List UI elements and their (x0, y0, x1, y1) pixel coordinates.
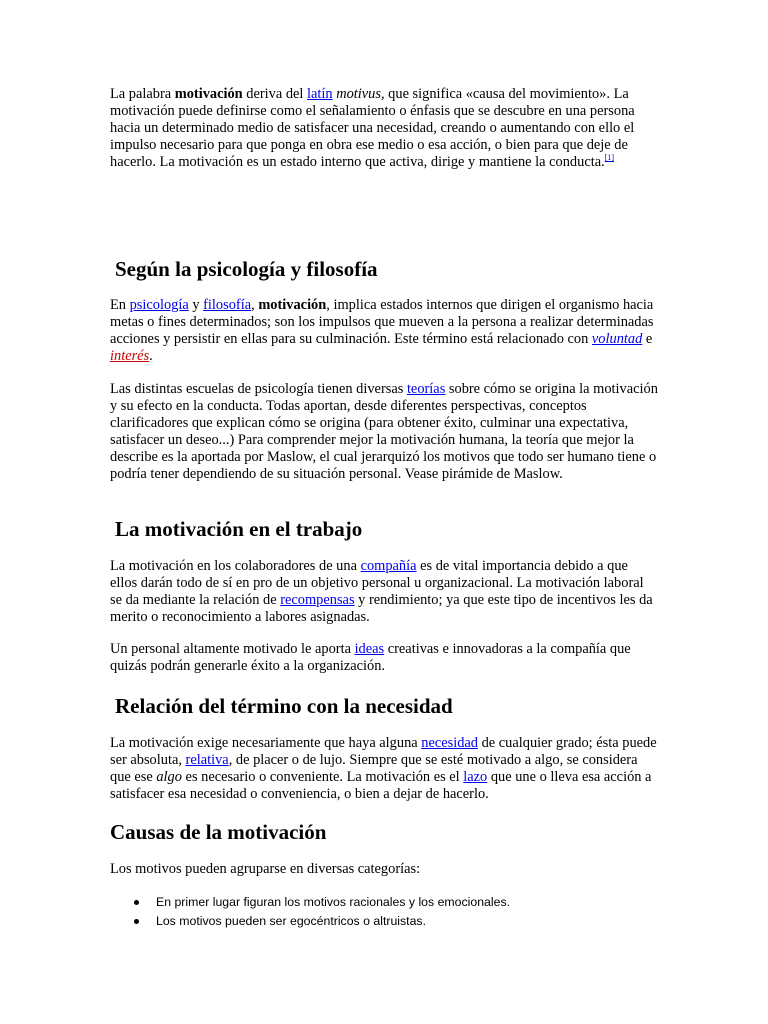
text: es de vital importancia debido a que ellos darán todo de sí en pro de un objetivo personal u organizacional. La motivación laboral se da mediante la relación de (110, 558, 644, 608)
link-latin[interactable]: latín (307, 86, 333, 102)
text: deriva del (242, 86, 308, 102)
list-item-text: En primer lugar figuran los motivos racionales y los emocionales. (156, 895, 511, 909)
causas-bullet-list (130, 893, 510, 930)
text: La palabra (110, 86, 175, 102)
text: La motivación en los colaboradores de una (110, 558, 361, 574)
causas-paragraph: Los motivos pueden agruparse en diversas categorías: (110, 861, 421, 877)
text: , implica estados internos que dirigen el organismo hacia metas o fines determinados; son los impulsos que mueven a la persona a realizar determinadas acciones y persistir en ellas para su culminación. Este término está relacionado con (110, 297, 654, 347)
text: , de placer o de lujo. Siempre que se esté motivado a algo, se considera que ese (110, 751, 638, 785)
italic-term: motivus (336, 86, 381, 102)
reference-link[interactable]: [1] (604, 152, 615, 162)
text: En (110, 297, 130, 313)
bullet-icon (134, 900, 139, 905)
link-interes[interactable]: interés (110, 347, 150, 364)
bold-term: motivación (258, 297, 327, 313)
link-necesidad[interactable]: necesidad (421, 735, 478, 751)
link-lazo[interactable]: lazo (463, 768, 488, 785)
list-item (130, 912, 510, 931)
intro-paragraph (110, 86, 658, 171)
text: La motivación exige necesariamente que haya alguna (110, 735, 422, 751)
text: de cualquier grado; ésta puede ser absoluta, (110, 735, 657, 768)
section-heading-trabajo: La motivación en el trabajo (115, 517, 363, 541)
text: creativas e innovadoras a la compañía que quizás podrán generarle éxito a la organización. (110, 641, 631, 674)
link-voluntad[interactable]: voluntad (591, 330, 643, 347)
text: Un personal altamente motivado le aporta (110, 641, 355, 657)
text: . (149, 347, 153, 364)
italic-term: algo (156, 768, 182, 785)
link-filosofia[interactable]: filosofía (203, 297, 252, 313)
psicologia-paragraph-2 (110, 381, 658, 482)
text: , que significa «causa del movimiento». La motivación puede definirse como el señalamiento o énfasis que se descubre en una persona hacia un determinado medio de satisfacer una necesidad, creando o aumentando con ello el impulso necesario para que ponga en obra ese medio o esa acción, o bien para que deje de hacerlo. La motivación es un estado interno que activa, dirige y mantiene la conducta. (110, 86, 635, 170)
text: sobre cómo se origina la motivación y su efecto en la conducta. Todas aportan, desde diferentes perspectivas, conceptos clarificadores que explican cómo se origina (para obtener éxito, culminar una expectativa, satisfacer un deseo...) Para comprender mejor la motivación humana, la teoría que mejor la describe es la aportada por Maslow, el cual jerarquizó los motivos que todo ser humano tiene o podría tener dependiendo de su situación personal. Vease pirámide de Maslow. (110, 381, 658, 482)
text: y (188, 297, 204, 313)
text: e (642, 330, 653, 347)
link-compania[interactable]: compañía (360, 558, 417, 574)
list-item (130, 893, 510, 912)
link-teorias[interactable]: teorías (406, 381, 446, 397)
link-ideas[interactable]: ideas (354, 641, 385, 657)
bullet-icon (134, 919, 139, 924)
necesidad-paragraph (110, 735, 658, 803)
section-heading-psicologia: Según la psicología y filosofía (115, 257, 378, 281)
trabajo-paragraph-2 (110, 641, 658, 675)
section-heading-causas: Causas de la motivación (110, 820, 327, 844)
psicologia-paragraph-1 (110, 297, 658, 365)
text: y rendimiento; ya que este tipo de incentivos les da merito o reconocimiento a labores asignadas. (110, 591, 653, 625)
link-relativa[interactable]: relativa (185, 751, 229, 768)
bold-term: motivación (174, 86, 243, 102)
text: es necesario o conveniente. La motivación es el (181, 768, 464, 785)
list-item-text: Los motivos pueden ser egocéntricos o altruistas. (156, 913, 426, 928)
text: Las distintas escuelas de psicología tienen diversas (110, 381, 407, 397)
link-recompensas[interactable]: recompensas (280, 591, 355, 608)
text: que une o lleva esa acción a satisfacer esa necesidad o conveniencia, o bien a dejar de hacerlo. (110, 768, 652, 802)
link-psicologia[interactable]: psicología (129, 297, 189, 313)
trabajo-paragraph-1 (110, 558, 658, 626)
section-heading-necesidad: Relación del término con la necesidad (115, 694, 453, 718)
text: , (251, 297, 259, 313)
